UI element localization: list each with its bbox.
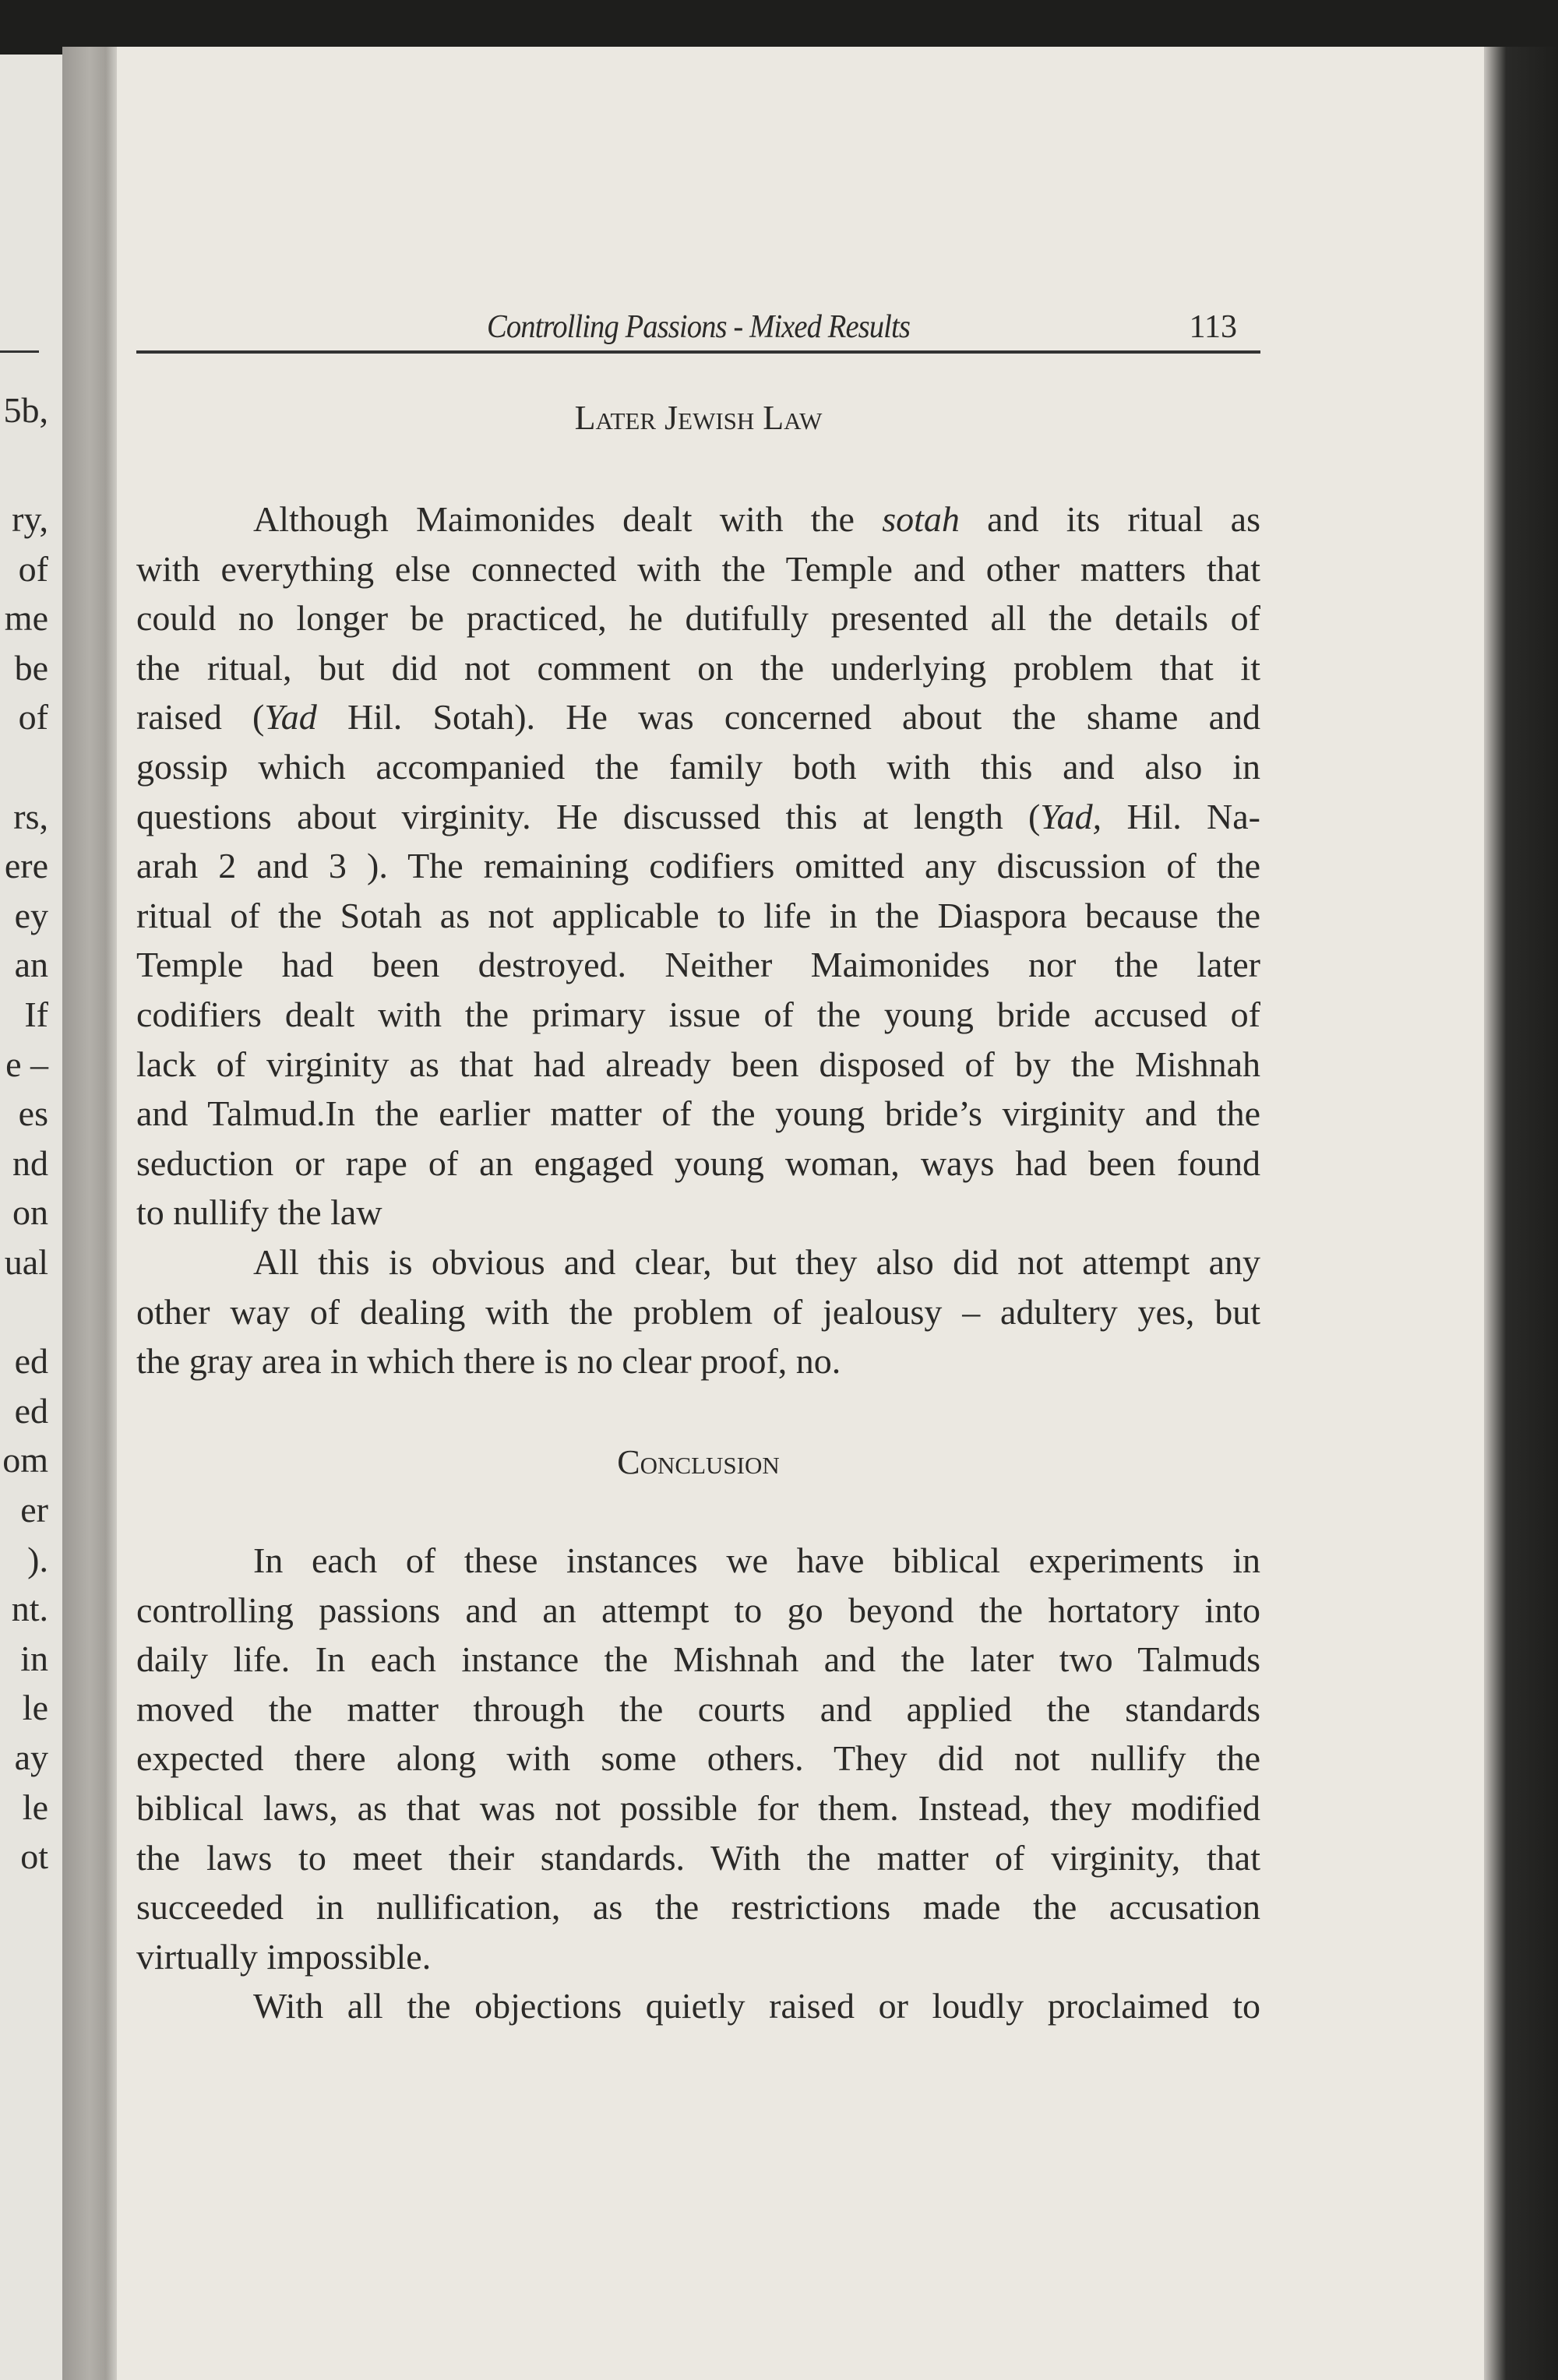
facing-page-text-fragment: ed — [14, 1341, 48, 1382]
text-run: controlling passions and an attempt to go beyond the hortatory into — [136, 1590, 1260, 1630]
facing-page-text-fragment: in — [20, 1638, 48, 1678]
text-run: Although Maimonides dealt with the — [253, 499, 883, 539]
text-line — [136, 1635, 1260, 1685]
text-run: to nullify the law — [136, 1192, 382, 1233]
facing-page-text-fragment: ere — [4, 846, 48, 886]
text-run: the laws to meet their standards. With the matter of virginity, that — [136, 1837, 1260, 1878]
text-line — [136, 841, 1260, 891]
running-title: Controlling Passions - Mixed Results — [487, 309, 910, 345]
text-line — [136, 1536, 1260, 1586]
facing-page-text-fragment: ry, — [12, 499, 48, 539]
text-run: the gray area in which there is no clear proof, no. — [136, 1341, 841, 1382]
text-run: virtually impossible. — [136, 1936, 432, 1977]
text-run: raised ( — [136, 697, 265, 738]
text-line — [136, 891, 1260, 941]
text-run: the ritual, but did not comment on the underlying problem that it — [136, 647, 1260, 688]
facing-page-text-fragment: an — [14, 945, 48, 985]
italic-term: Yad — [264, 697, 317, 738]
facing-page-text-fragment: rs, — [13, 796, 48, 836]
text-run: With all the objections quietly raised or loudly proclaimed to — [253, 1986, 1260, 2026]
text-line — [136, 1981, 1260, 2031]
facing-page-text-fragment: om — [2, 1440, 48, 1480]
text-run: gossip which accompanied the family both with this and also in — [136, 746, 1260, 787]
text-run: biblical laws, as that was not possible for them. Instead, they modified — [136, 1787, 1260, 1828]
text-line — [136, 1734, 1260, 1783]
facing-page-text-fragment: le — [22, 1787, 48, 1827]
facing-page-text-fragment: me — [4, 598, 48, 639]
text-run: and its ritual as — [959, 499, 1260, 539]
facing-page-text-fragment: nt. — [11, 1589, 48, 1629]
text-run: moved the matter through the courts and applied the standards — [136, 1688, 1260, 1729]
text-line — [136, 940, 1260, 990]
book-gutter — [62, 47, 117, 2380]
text-run: with everything else connected with the Temple and other matters that — [136, 548, 1260, 589]
facing-page-text-fragment: e – — [5, 1044, 48, 1084]
text-line — [136, 544, 1260, 594]
text-run: arah 2 and 3 ). The remaining codifiers omitted any discussion of the — [136, 846, 1260, 886]
page-edge-shadow — [1484, 47, 1558, 2380]
text-line — [136, 792, 1260, 842]
text-run: succeeded in nullification, as the restrictions made the accusation — [136, 1887, 1260, 1928]
facing-page-text-fragment: 5b, — [3, 390, 48, 431]
facing-page-header-rule — [0, 350, 39, 353]
facing-page-text-fragment: ey — [14, 895, 48, 935]
facing-page-text-fragment: nd — [12, 1142, 48, 1183]
text-line — [136, 1089, 1260, 1139]
text-run: lack of virginity as that had already been disposed of by the Mishnah — [136, 1044, 1260, 1084]
text-run: ritual of the Sotah as not applicable to life in the Diaspora because the — [136, 895, 1260, 935]
text-line — [136, 1685, 1260, 1734]
italic-term: sotah — [882, 499, 960, 539]
text-run: All this is obvious and clear, but they also did not attempt any — [253, 1241, 1260, 1282]
running-header — [136, 305, 1260, 349]
text-line — [136, 1932, 1260, 1982]
page-number: 113 — [1189, 309, 1237, 345]
facing-page-text-fragment: er — [20, 1490, 48, 1530]
section-heading-conclusion: Conclusion — [617, 1443, 780, 1481]
text-line — [136, 1139, 1260, 1188]
text-run: expected there along with some others. They did not nullify the — [136, 1738, 1260, 1779]
text-run: daily life. In each instance the Mishnah and the later two Talmuds — [136, 1639, 1260, 1680]
text-line — [136, 1783, 1260, 1833]
text-run: Hil. Sotah). He was concerned about the shame and — [316, 697, 1261, 738]
text-line — [136, 1833, 1260, 1883]
section-heading-later-jewish-law: Later Jewish Law — [574, 399, 823, 437]
facing-page-text-fragment: es — [18, 1093, 48, 1134]
text-run: questions about virginity. He discussed this at length ( — [136, 796, 1041, 836]
text-line — [136, 1238, 1260, 1287]
text-line — [136, 593, 1260, 643]
text-line — [136, 1882, 1260, 1932]
text-line — [136, 742, 1260, 792]
section-body-conclusion — [136, 1536, 1260, 2031]
text-line — [136, 1287, 1260, 1337]
section-body-later-jewish-law — [136, 495, 1260, 1386]
text-line — [136, 643, 1260, 693]
facing-page-text-fragment: be — [14, 647, 48, 688]
text-line — [136, 495, 1260, 544]
header-rule — [136, 350, 1260, 354]
text-run: and Talmud.In the earlier matter of the young bride’s virginity and the — [136, 1093, 1260, 1134]
text-line — [136, 692, 1260, 742]
facing-page-text-fragment: ot — [20, 1836, 48, 1877]
text-run: In each of these instances we have biblical experiments in — [253, 1540, 1260, 1580]
text-line — [136, 1586, 1260, 1635]
text-line — [136, 1040, 1260, 1090]
text-line — [136, 990, 1260, 1040]
facing-page-text-fragment: ). — [27, 1539, 48, 1579]
facing-page-text-fragment: ed — [14, 1390, 48, 1431]
facing-page-text-fragment: le — [22, 1688, 48, 1728]
text-line — [136, 1188, 1260, 1238]
text-run: seduction or rape of an engaged young woman, ways had been found — [136, 1142, 1260, 1183]
italic-term: Yad, — [1040, 796, 1102, 836]
facing-page-edge — [0, 55, 62, 2380]
text-run: could no longer be practiced, he dutifully presented all the details of — [136, 598, 1260, 639]
facing-page-text-fragment: of — [18, 697, 48, 738]
text-run: other way of dealing with the problem of jealousy – adultery yes, but — [136, 1291, 1260, 1332]
facing-page-text-fragment: ay — [14, 1737, 48, 1777]
text-run: codifiers dealt with the primary issue of the young bride accused of — [136, 994, 1260, 1034]
facing-page-text-fragment: If — [24, 995, 48, 1034]
text-run: Hil. Na- — [1102, 796, 1260, 836]
facing-page-text-fragment: of — [18, 548, 48, 589]
facing-page-text-fragment: on — [12, 1192, 48, 1233]
text-run: Temple had been destroyed. Neither Maimonides nor the later — [136, 945, 1260, 985]
text-line — [136, 1336, 1260, 1386]
facing-page-text-fragment: ual — [4, 1242, 48, 1282]
